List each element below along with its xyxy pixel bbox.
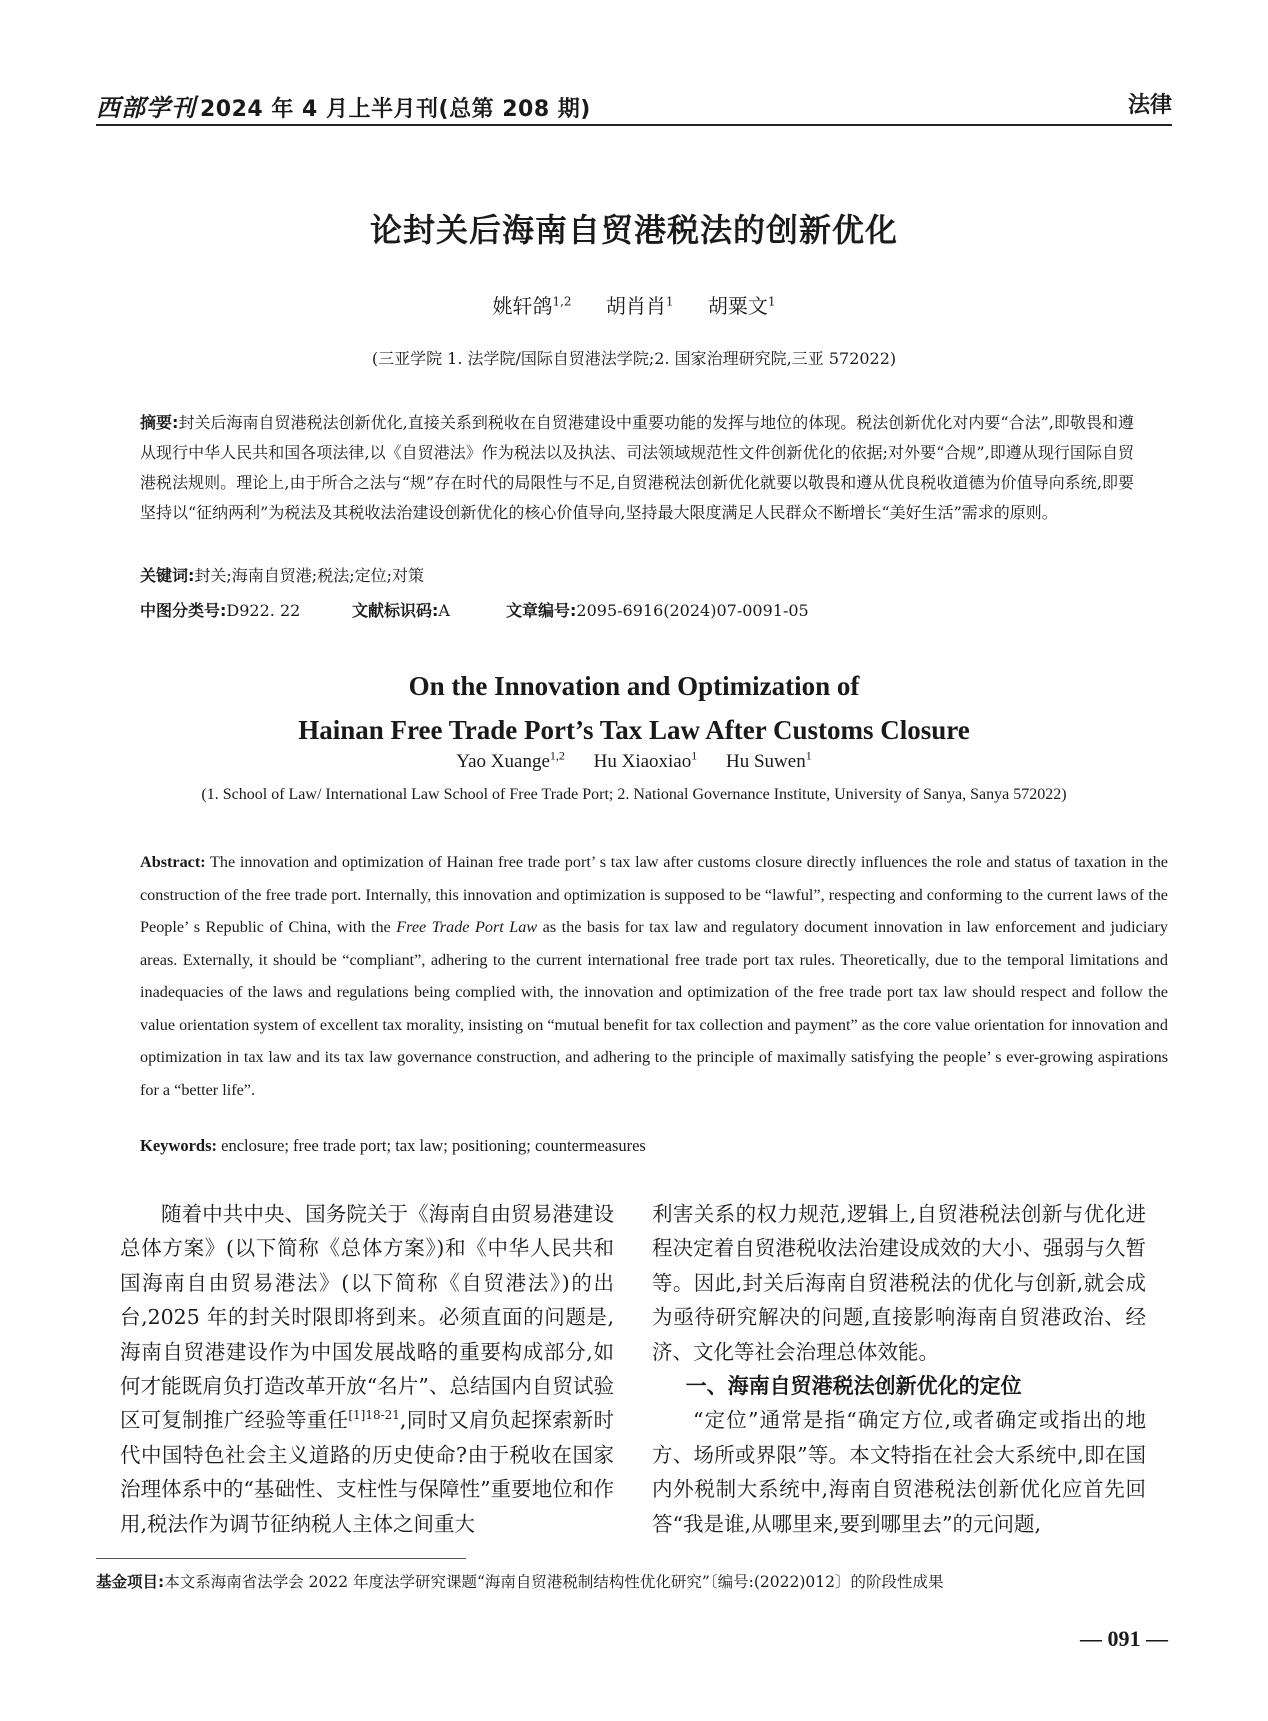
affiliation-english: (1. School of Law/ International Law School of Free Trade Port; 2. National Governance Institute, University of Sanya, Sanya 572022) [201, 786, 1067, 803]
keywords-english [140, 1136, 646, 1156]
keywords-en-text: enclosure; free trade port; tax law; positioning; countermeasures [217, 1136, 646, 1155]
section-name: 法律 [1127, 93, 1172, 118]
author-cn-1: 姚轩鸽$^{1,2}$ [492, 294, 572, 318]
body-paragraph: 随着中共中央、国务院关于《海南自由贸易港建设总体方案》(以下简称《总体方案》)和《中华人民共和国海南自由贸易港法》(以下简称《自贸港法》)的出台,2025 年的封关时限即将到来。必须直面的问题是,海南自贸港建设作为中国发展战略的重要构成部分,如何才能既肩负打造改革开放“名片”、总结国内自贸试验区可复制推广经验等重任$^{[1]18-21}$,同时又肩负起探索新时代中国特色社会主义道路的历史使命?由于税收在国家治理体系中的“基础性、支柱性与保障性”重要地位和作用,税法作为调节征纳税人主体之间重大 [120, 1202, 614, 1536]
abstract-cn-text: 封关后海南自贸港税法创新优化,直接关系到税收在自贸港建设中重要功能的发挥与地位的体现。税法创新优化对内要“合法”,即敬畏和遵从现行中华人民共和国各项法律,以《自贸港法》作为税法以及执法、司法领域规范性文件创新优化的依据;对外要“合规”,即遵从现行国际自贸港税法规则。理论上,由于所合之法与“规”存在时代的局限性与不足,自贸港税法创新优化就要以敬畏和遵从优良税收道德为价值导向系统,即要坚持以“征纳两利”为税法及其税收法治建设创新优化的核心价值导向,坚持最大限度满足人民群众不断增长“美好生活”需求的原则。 [140, 413, 1134, 522]
citation: [1]18-21 [348, 1408, 400, 1423]
author-en-2: Hu Xiaoxiao$^1$ [593, 748, 698, 772]
title-en-line2: Hainan Free Trade Port’s Tax Law After Customs Closure [298, 715, 970, 745]
author-en-1: Yao Xuange$^{1,2}$ [456, 748, 565, 772]
authors-chinese [0, 290, 1268, 319]
abstract-en-label: Abstract: [140, 853, 206, 871]
body-column-right [652, 1197, 1146, 1541]
affiliation-chinese: (三亚学院 1. 法学院/国际自贸港法学院;2. 国家治理研究院,三亚 572022) [371, 349, 897, 368]
article-number: 文章编号:2095-6916(2024)07-0091-05 [506, 601, 809, 620]
header-rule [96, 124, 1172, 126]
title-en-line1: On the Innovation and Optimization of [408, 671, 860, 701]
journal-logo: 西部学刊 [96, 93, 196, 122]
keywords-cn-text: 封关;海南自贸港;税法;定位;对策 [194, 566, 424, 585]
funding-footnote [96, 1570, 943, 1592]
keywords-chinese [140, 563, 424, 586]
title-english [0, 664, 1268, 752]
authors-english [0, 748, 1268, 773]
abstract-cn-label: 摘要: [140, 413, 179, 432]
keywords-en-label: Keywords: [140, 1136, 217, 1155]
body-column-left [120, 1197, 614, 1541]
footnote-label: 基金项目: [96, 1573, 165, 1591]
abstract-english: Abstract: The innovation and optimization of Hainan free trade port’ s tax law after customs closure directly influences the role and status of taxation in the construction of the free trade port. Internally, this innovation and optimization is supposed to be “lawful”, respecting and conforming to the current laws of the People’ s Republic of China, with the Free Trade Port Law as the basis for tax law and regulatory document innovation in law enforcement and judiciary areas. Externally, it should be “compliant”, adhering to the current international free trade port tax rules. Theoretically, due to the temporal limitations and inadequacies of the laws and regulations being complied with, the innovation and optimization of the free trade port tax law should respect and follow the value orientation system of excellent tax morality, insisting on “mutual benefit for tax collection and payment” as the core value orientation for innovation and optimization in tax law and its tax law governance construction, and adhering to the principle of maximally satisfying the people’ s ever-growing aspirations for a “better life”. [140, 853, 1168, 1099]
keywords-cn-label: 关键词: [140, 566, 195, 585]
abstract-chinese [140, 408, 1134, 528]
footnote-rule [96, 1558, 466, 1559]
document-code: 文献标识码:A [352, 601, 450, 620]
section-heading: 一、海南自贸港税法创新优化的定位 [685, 1374, 1022, 1399]
clc-number: 中图分类号:D922. 22 [140, 601, 301, 620]
author-cn-2: 胡肖肖$^1$ [605, 294, 674, 318]
author-en-3: Hu Suwen$^1$ [726, 748, 812, 772]
body-paragraph-continued: 利害关系的权力规范,逻辑上,自贸港税法创新与优化进程决定着自贸港税收法治建设成效的大小、强弱与久暂等。因此,封关后海南自贸港税法的优化与创新,就会成为亟待研究解决的问题,直接影响海南自贸港政治、经济、文化等社会治理总体效能。 [652, 1202, 1146, 1364]
running-header [96, 88, 1172, 128]
footnote-text: 本文系海南省法学会 2022 年度法学研究课题“海南自贸港税制结构性优化研究”〔编号:(2022)012〕的阶段性成果 [164, 1573, 944, 1591]
journal-issue [96, 88, 591, 123]
page-number: — 091 — [1080, 1626, 1168, 1651]
law-title-italic: Free Trade Port Law [396, 918, 538, 936]
author-cn-3: 胡粟文$^1$ [707, 294, 776, 318]
title-chinese: 论封关后海南自贸港税法的创新优化 [369, 211, 898, 249]
body-paragraph: “定位”通常是指“确定方位,或者确定或指出的地方、场所或界限”等。本文特指在社会大系统中,即在国内外税制大系统中,海南自贸港税法创新优化应首先回答“我是谁,从哪里来,要到哪里去”的元问题, [652, 1408, 1146, 1536]
issue-info: 2024 年 4 月上半月刊(总第 208 期) [200, 97, 591, 122]
